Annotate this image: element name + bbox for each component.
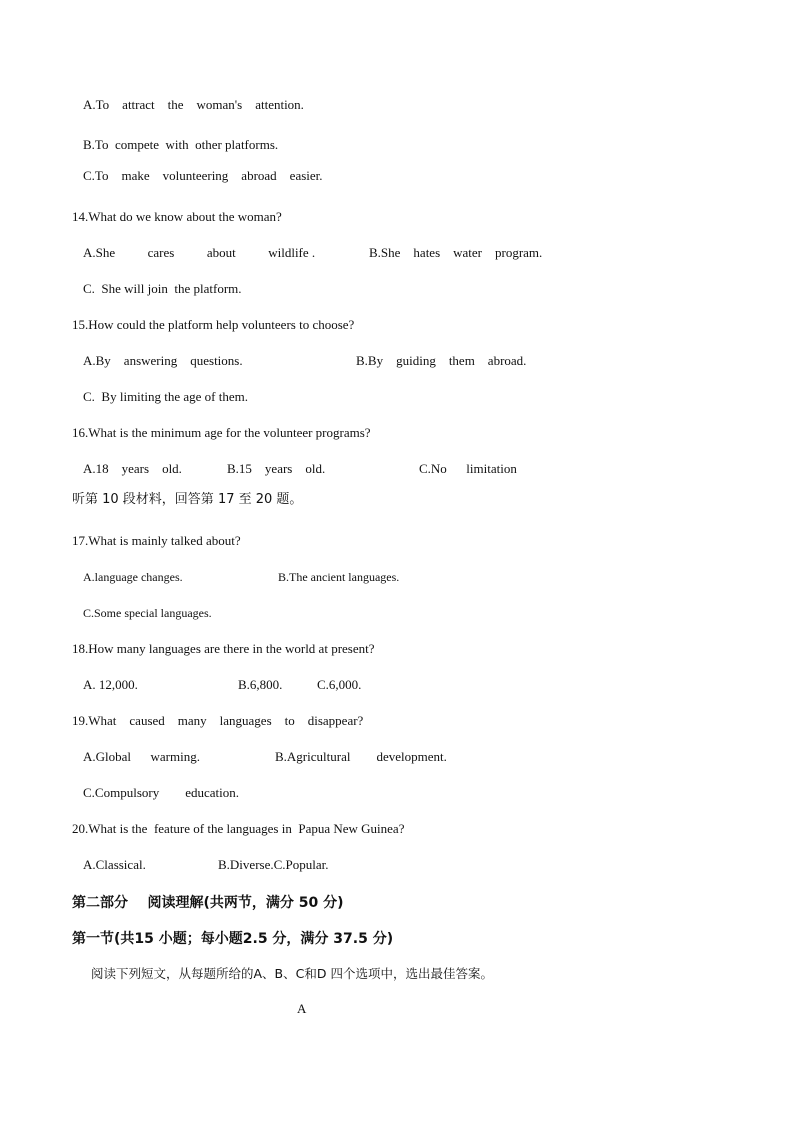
- q16-question: 16.What is the minimum age for the volunteer programs?: [72, 425, 371, 440]
- q15-option-c: C. By limiting the age of them.: [83, 389, 249, 404]
- section-10-instruction: 听第 10 段材料，回答第 17 至 20 题。: [72, 492, 303, 507]
- q18-option-a: A. 12,000.: [83, 677, 138, 692]
- passage-label: A: [297, 1001, 307, 1016]
- section-1-heading: 第一节(共15 小题；每小题2.5 分，满分 37.5 分): [72, 931, 394, 947]
- q18-option-c: C.6,000.: [317, 677, 362, 692]
- q16-option-b: B.15 years old.: [227, 461, 326, 476]
- q20-option-b: B.Diverse.C.Popular.: [218, 857, 329, 872]
- q17-option-c: C.Some special languages.: [83, 606, 212, 620]
- q19-option-c: C.Compulsory education.: [83, 785, 239, 800]
- q20-question: 20.What is the feature of the languages in Papua New Guinea?: [72, 821, 405, 836]
- q18-question: 18.How many languages are there in the world at present?: [72, 641, 375, 656]
- q19-option-a: A.Global warming.: [83, 749, 200, 764]
- q20-option-a: A.Classical.: [83, 857, 146, 872]
- q17-option-a: A.language changes.: [83, 570, 183, 584]
- q17-question: 17.What is mainly talked about?: [72, 533, 241, 548]
- q14-option-c: C. She will join the platform.: [83, 281, 242, 296]
- q17-option-b: B.The ancient languages.: [278, 570, 400, 584]
- q13-option-c: C.To make volunteering abroad easier.: [83, 168, 323, 183]
- q14-question: 14.What do we know about the woman?: [72, 209, 282, 224]
- q15-option-b: B.By guiding them abroad.: [356, 353, 527, 368]
- q14-option-b: B.She hates water program.: [369, 245, 543, 260]
- reading-instruction: 阅读下列短文，从每题所给的A、B、C和D 四个选项中，选出最佳答案。: [91, 966, 493, 981]
- q16-option-a: A.18 years old.: [83, 461, 182, 476]
- q13-option-b: B.To compete with other platforms.: [83, 137, 279, 152]
- part-2-heading: 第二部分 阅读理解(共两节，满分 50 分): [72, 895, 344, 911]
- q14-option-a: A.She cares about wildlife .: [83, 245, 316, 260]
- q19-option-b: B.Agricultural development.: [275, 749, 447, 764]
- q18-option-b: B.6,800.: [238, 677, 283, 692]
- q15-question: 15.How could the platform help volunteers to choose?: [72, 317, 355, 332]
- q15-option-a: A.By answering questions.: [83, 353, 243, 368]
- q13-option-a: A.To attract the woman's attention.: [83, 97, 304, 112]
- q16-option-c: C.No limitation: [419, 461, 517, 476]
- q19-question: 19.What caused many languages to disappear?: [72, 713, 364, 728]
